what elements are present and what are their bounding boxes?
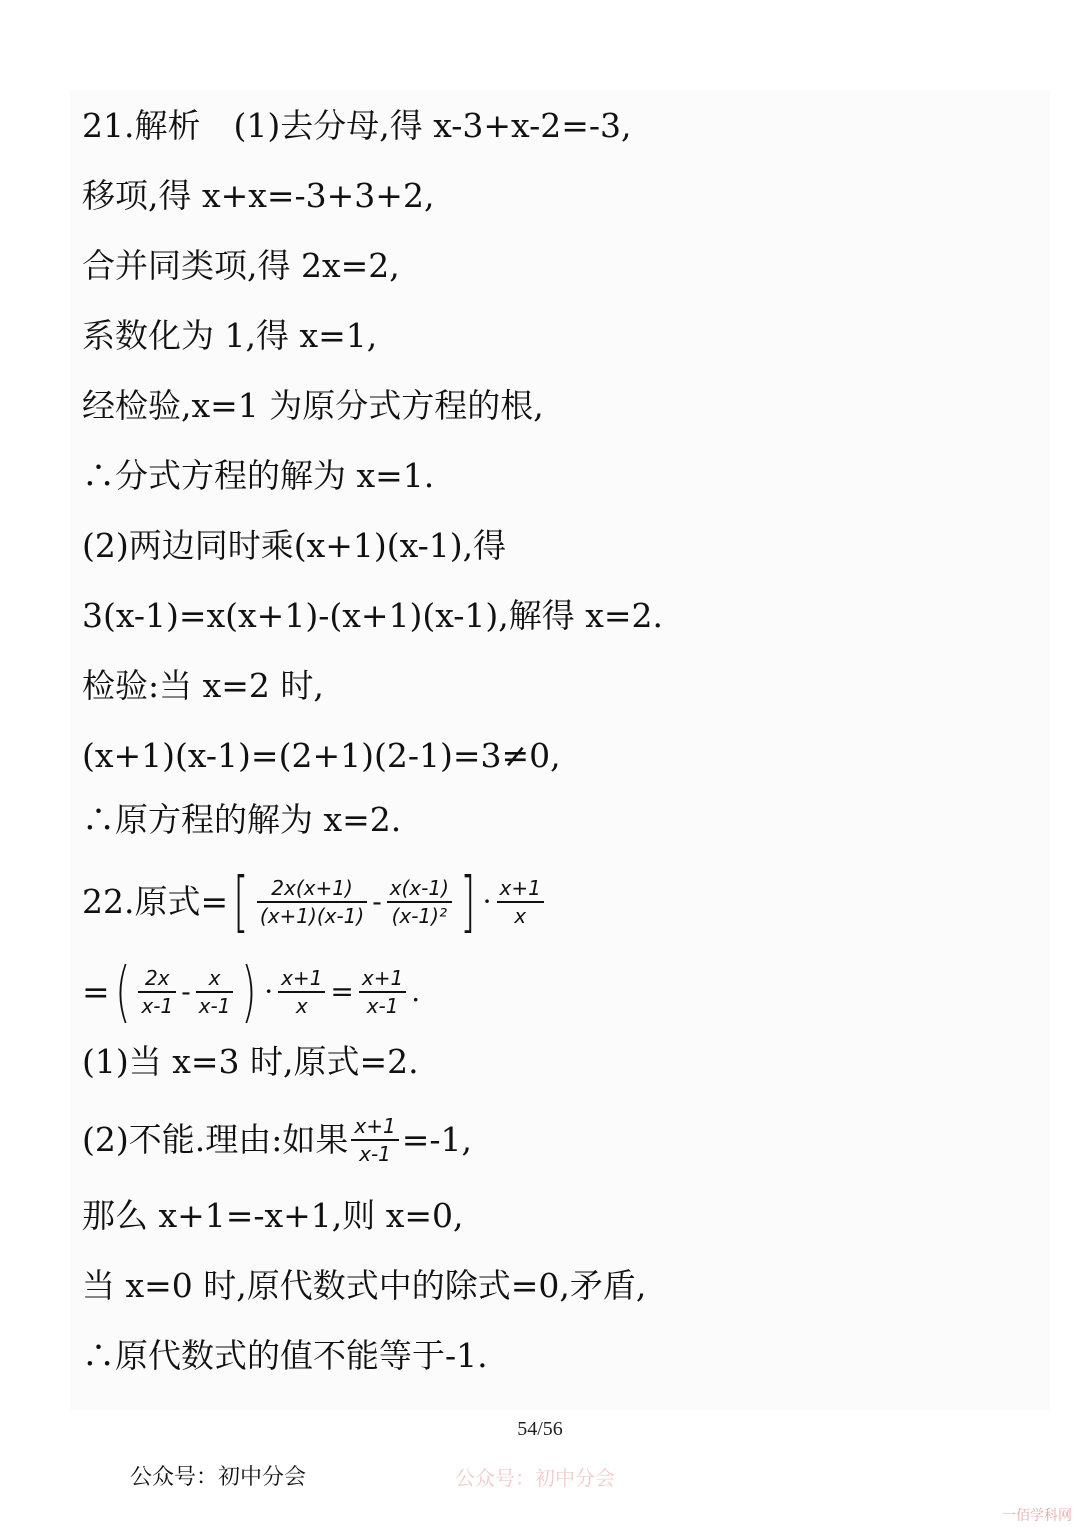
q21-line-11: ∴原方程的解为 x=2. [82,800,402,839]
minus-sign: - [372,885,382,918]
fraction-5-numerator: x [208,966,221,990]
right-paren: ) [241,953,258,1030]
page-number: 54/56 [517,1418,563,1440]
fraction-4-numerator: 2x [145,966,170,990]
fraction-3-numerator: x+1 [499,876,541,900]
q21-line-4: 系数化为 1,得 x=1, [82,316,378,355]
period: . [411,975,421,1008]
fraction-8 [351,1113,398,1167]
fraction-5 [196,965,234,1019]
q21-line-8: 3(x-1)=x(x+1)-(x+1)(x-1),解得 x=2. [82,596,663,635]
q21-line-10: (x+1)(x-1)=(2+1)(2-1)=3≠0, [82,736,561,775]
q22-part2 [82,1106,472,1172]
fraction-5-denominator: x-1 [196,991,234,1019]
fraction-4 [138,965,176,1019]
fraction-6-numerator: x+1 [281,966,323,990]
fraction-1 [257,875,367,929]
fraction-2-numerator: x(x-1) [389,876,449,900]
equals-sign-2: = [330,975,354,1008]
q22-line-conclusion: ∴原代数式的值不能等于-1. [82,1336,488,1375]
dot-operator-2: · [264,975,274,1008]
footer-account: 公众号：初中分会 [130,1465,307,1490]
q21-line-3: 合并同类项,得 2x=2, [82,246,400,285]
right-bracket: ] [460,863,476,940]
q22-line-1 [82,862,547,940]
fraction-1-numerator: 2x(x+1) [271,876,353,900]
fraction-7 [359,965,406,1019]
q22-line-when: 当 x=0 时,原代数式中的除式=0,矛盾, [82,1266,647,1305]
fraction-1-denominator: (x+1)(x-1) [257,901,367,929]
fraction-8-denominator: x-1 [351,1139,398,1167]
left-paren: ( [114,953,131,1030]
fraction-3-denominator: x [497,901,544,929]
q21-line-5: 经检验,x=1 为原分式方程的根, [82,386,544,425]
fraction-7-numerator: x+1 [361,966,404,990]
q22-part1: (1)当 x=3 时,原式=2. [82,1042,419,1081]
fraction-6 [278,965,325,1019]
corner-watermark: 一佰学科网 [1002,1508,1072,1524]
fraction-4-denominator: x-1 [138,991,176,1019]
fraction-7-denominator: x-1 [359,991,406,1019]
q21-line-2: 移项,得 x+x=-3+3+2, [82,176,435,215]
minus-sign-2: - [181,975,191,1008]
q22-prefix: 22.原式= [82,882,229,921]
fraction-2 [387,875,452,929]
equals-sign: = [82,972,110,1011]
footer-watermark: 公众号：初中分会 [455,1466,615,1490]
fraction-2-denominator: (x-1)² [387,901,452,929]
q21-line-1: 21.解析 (1)去分母,得 x-3+x-2=-3, [82,106,632,145]
q22-line-2 [82,952,422,1030]
q21-line-7: (2)两边同时乘(x+1)(x-1),得 [82,526,507,565]
q21-line-9: 检验:当 x=2 时, [82,666,324,705]
q22-part2-prefix: (2)不能.理由:如果 [82,1120,349,1159]
left-bracket: [ [233,863,249,940]
fraction-8-numerator: x+1 [354,1114,396,1138]
q21-line-6: ∴分式方程的解为 x=1. [82,456,435,495]
q22-part2-suffix: =-1, [401,1120,472,1159]
q22-line-then: 那么 x+1=-x+1,则 x=0, [82,1196,464,1235]
fraction-3 [497,875,544,929]
fraction-6-denominator: x [278,991,325,1019]
dot-operator: · [482,885,492,918]
